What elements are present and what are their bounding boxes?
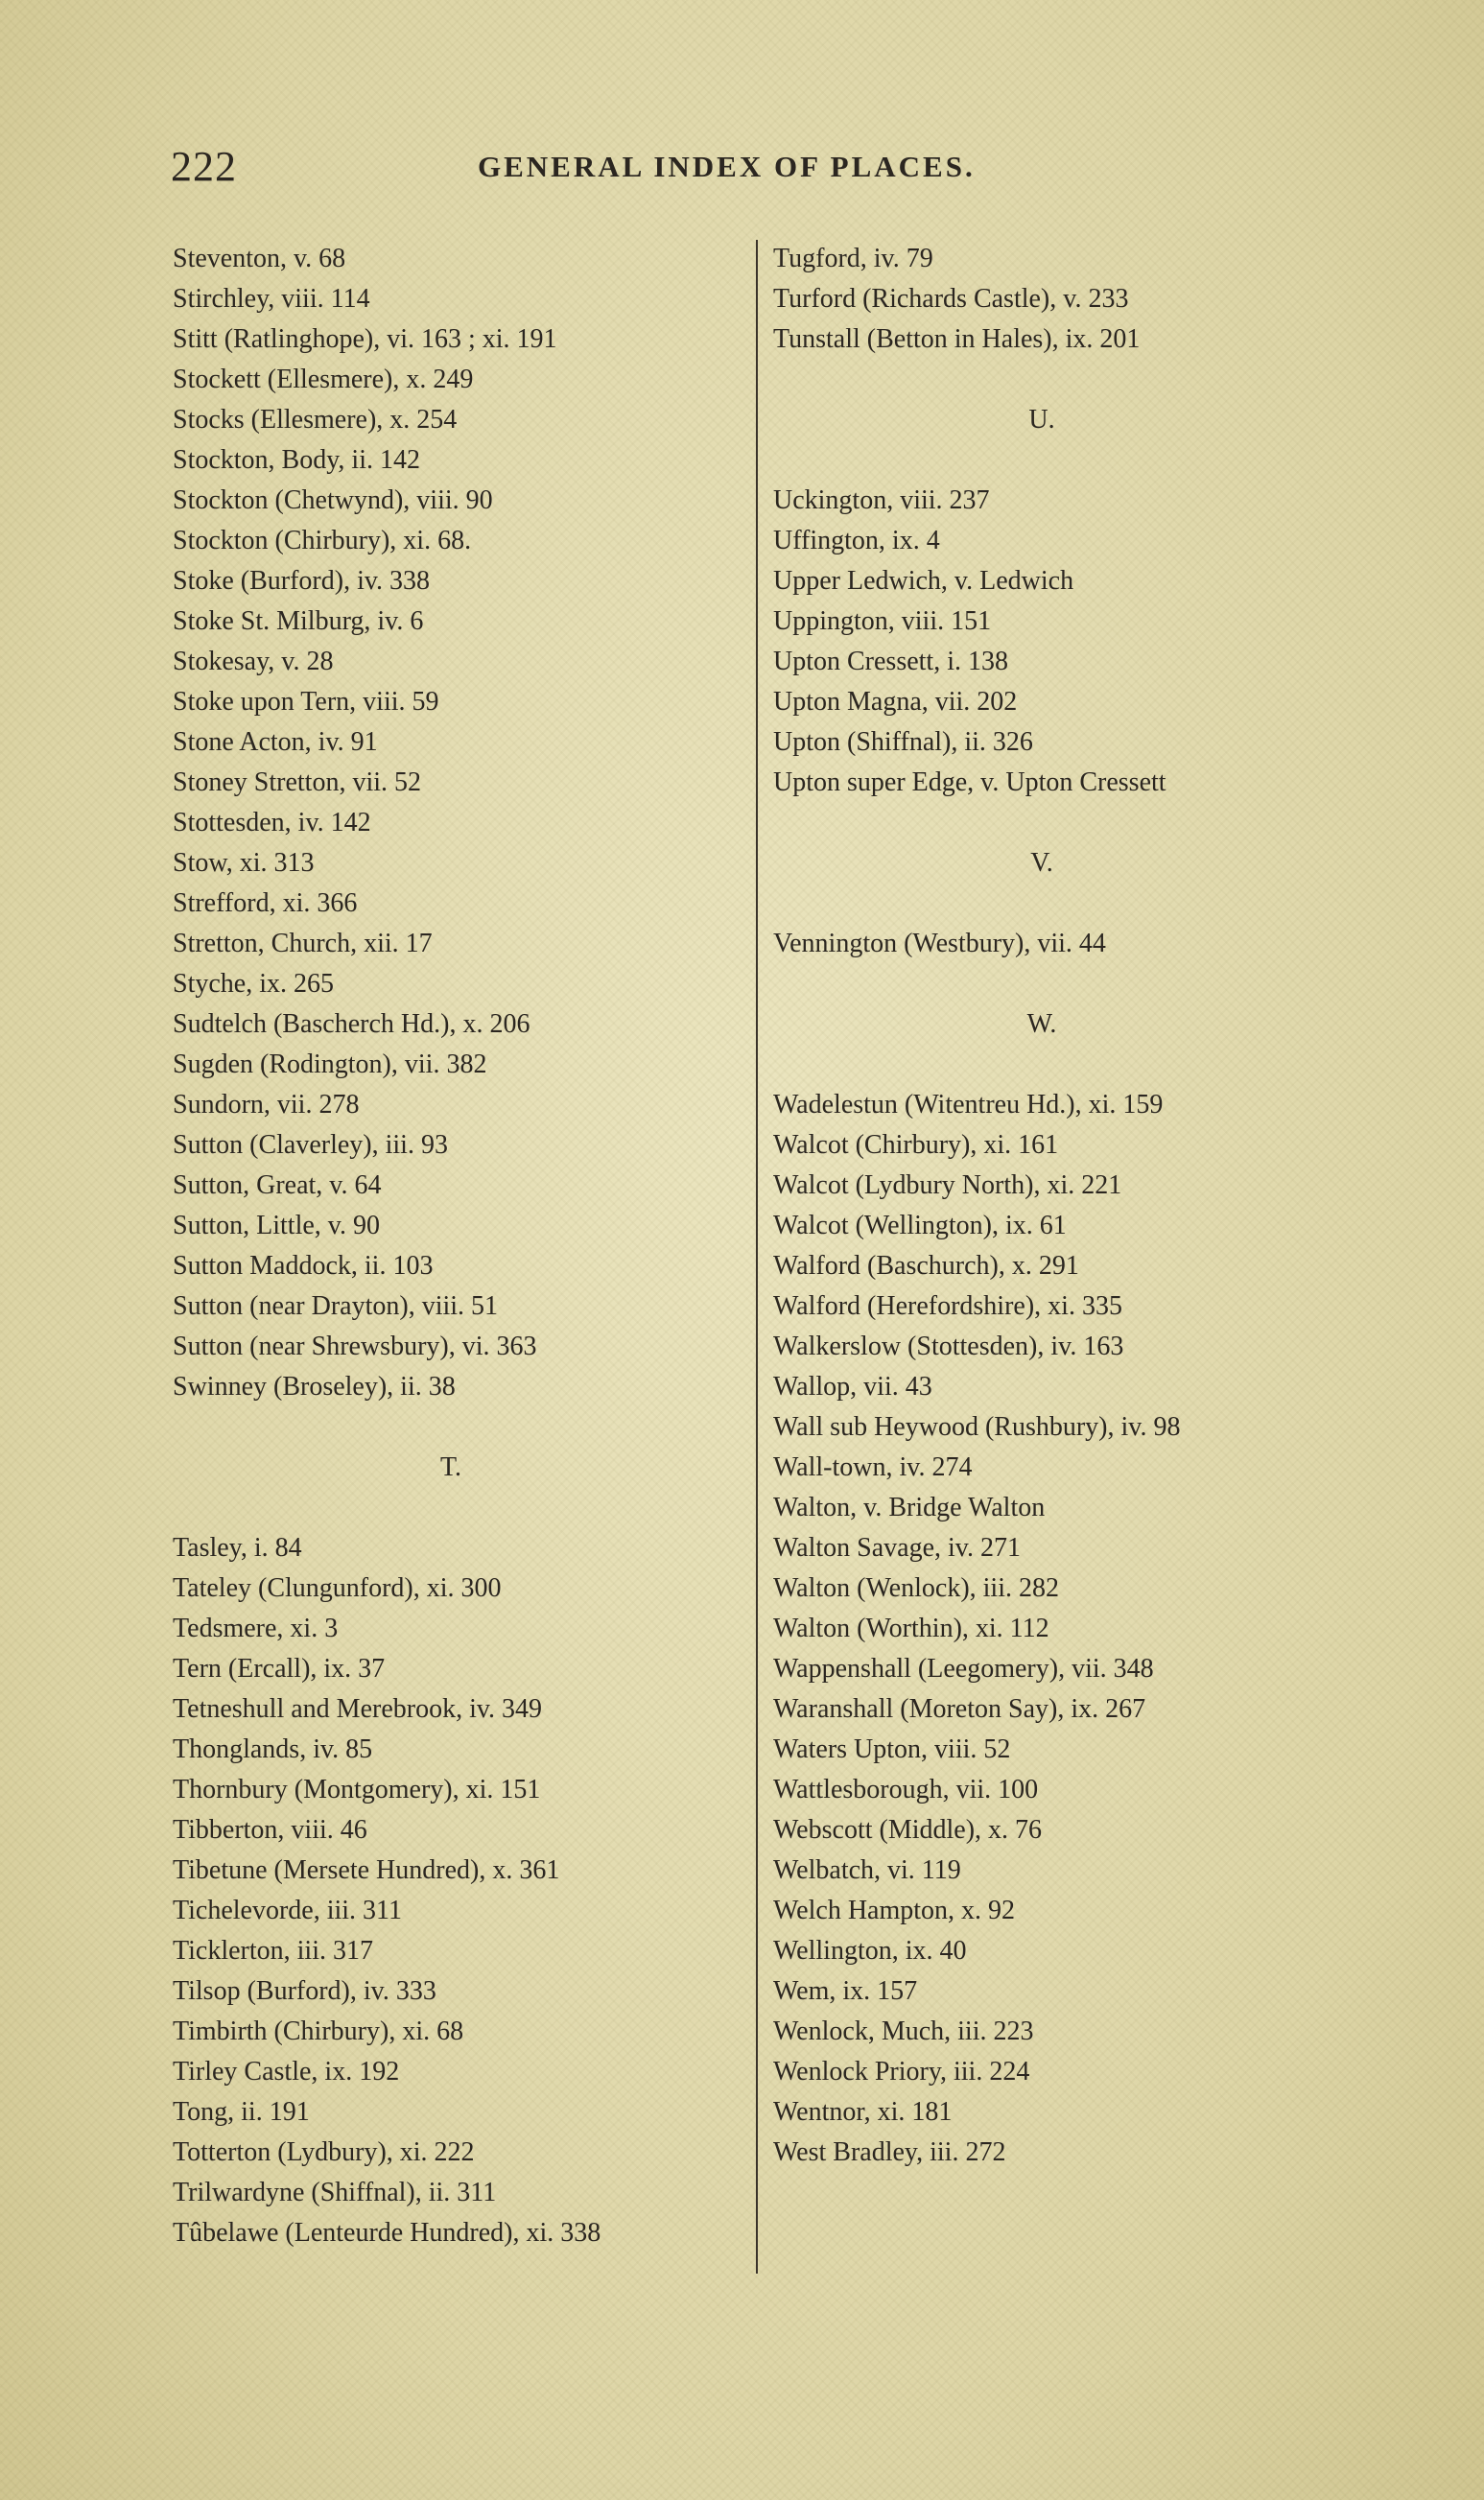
- index-entry: Stokesay, v. 28: [173, 647, 334, 676]
- index-entry: Wappenshall (Leegomery), vii. 348: [773, 1654, 1154, 1684]
- index-entry: Walcot (Chirbury), xi. 161: [773, 1130, 1059, 1160]
- index-entry: Waters Upton, viii. 52: [773, 1734, 1011, 1764]
- right-column: [773, 239, 1310, 2173]
- index-entry: Stocks (Ellesmere), x. 254: [173, 405, 458, 435]
- index-entry: Tasley, i. 84: [173, 1533, 302, 1563]
- index-entry: Uppington, viii. 151: [773, 606, 992, 636]
- index-entry: West Bradley, iii. 272: [773, 2137, 1006, 2167]
- index-entry: Tichelevorde, iii. 311: [173, 1896, 403, 1925]
- index-entry: Stirchley, viii. 114: [173, 284, 370, 314]
- index-entry: Wenlock, Much, iii. 223: [773, 2017, 1034, 2046]
- index-entry: Welch Hampton, x. 92: [773, 1896, 1016, 1925]
- index-entry: Trilwardyne (Shiffnal), ii. 311: [173, 2178, 497, 2207]
- index-entry: Wattlesborough, vii. 100: [773, 1775, 1039, 1804]
- index-entry: Stitt (Ratlinghope), vi. 163 ; xi. 191: [173, 324, 557, 354]
- index-entry: Tûbelawe (Lenteurde Hundred), xi. 338: [173, 2218, 601, 2248]
- index-entry: Tirley Castle, ix. 192: [173, 2057, 400, 2087]
- index-entry: Wallop, vii. 43: [773, 1372, 932, 1402]
- entries-w: [773, 1085, 1310, 2173]
- index-entry: Walkerslow (Stottesden), iv. 163: [773, 1332, 1124, 1361]
- index-entry: Sutton, Great, v. 64: [173, 1170, 382, 1200]
- index-entry: Ticklerton, iii. 317: [173, 1936, 373, 1966]
- left-column: [173, 239, 729, 2253]
- index-entry: Walford (Herefordshire), xi. 335: [773, 1291, 1122, 1321]
- index-entry: Tibberton, viii. 46: [173, 1815, 367, 1845]
- section-letter-w: W.: [1026, 1009, 1057, 1039]
- index-entry: Sugden (Rodington), vii. 382: [173, 1050, 487, 1079]
- index-entry: Stoke St. Milburg, iv. 6: [173, 606, 424, 636]
- index-entry: Wentnor, xi. 181: [773, 2097, 953, 2127]
- index-entry: Sundorn, vii. 278: [173, 1090, 360, 1120]
- index-entry: Stockton (Chirbury), xi. 68.: [173, 526, 472, 555]
- index-entry: Walton, v. Bridge Walton: [773, 1493, 1046, 1522]
- index-entry: Strefford, xi. 366: [173, 888, 358, 918]
- index-entry: Stockett (Ellesmere), x. 249: [173, 365, 474, 394]
- index-entry: Tedsmere, xi. 3: [173, 1614, 339, 1643]
- index-entry: Stoke upon Tern, viii. 59: [173, 687, 439, 717]
- index-entry: Timbirth (Chirbury), xi. 68: [173, 2017, 464, 2046]
- index-entry: Wellington, ix. 40: [773, 1936, 967, 1966]
- index-entry: Styche, ix. 265: [173, 969, 334, 999]
- index-entry: Walford (Baschurch), x. 291: [773, 1251, 1079, 1281]
- index-entry: Wenlock Priory, iii. 224: [773, 2057, 1030, 2087]
- index-entry: Stretton, Church, xii. 17: [173, 929, 433, 958]
- index-entry: Tong, ii. 191: [173, 2097, 310, 2127]
- index-entry: Sudtelch (Bascherch Hd.), x. 206: [173, 1009, 530, 1039]
- index-entry: Tilsop (Burford), iv. 333: [173, 1976, 436, 2006]
- index-entry: Steventon, v. 68: [173, 244, 346, 273]
- section-letter-v: V.: [1030, 848, 1053, 878]
- index-entry: Walcot (Lydbury North), xi. 221: [773, 1170, 1122, 1200]
- index-entry: Stoke (Burford), iv. 338: [173, 566, 431, 596]
- index-entry: Thornbury (Montgomery), xi. 151: [173, 1775, 541, 1804]
- column-divider: [756, 240, 758, 2274]
- index-entry: Upton (Shiffnal), ii. 326: [773, 727, 1033, 757]
- entries-u: [773, 481, 1310, 803]
- entries-t: [173, 1528, 729, 2253]
- index-entry: Upton Magna, vii. 202: [773, 687, 1018, 717]
- index-entry: Stockton, Body, ii. 142: [173, 445, 420, 475]
- index-entry: Upper Ledwich, v. Ledwich: [773, 566, 1074, 596]
- index-entry: Tateley (Clungunford), xi. 300: [173, 1573, 502, 1603]
- index-entry: Stoney Stretton, vii. 52: [173, 767, 421, 797]
- index-entry: Walton Savage, iv. 271: [773, 1533, 1021, 1563]
- index-entry: Tibetune (Mersete Hundred), x. 361: [173, 1855, 560, 1885]
- index-entry: Walton (Wenlock), iii. 282: [773, 1573, 1059, 1603]
- entries-v: [773, 924, 1310, 964]
- index-entry: Waranshall (Moreton Say), ix. 267: [773, 1694, 1146, 1724]
- index-entry: Sutton, Little, v. 90: [173, 1211, 380, 1240]
- index-entry: Stockton (Chetwynd), viii. 90: [173, 485, 493, 515]
- index-entry: Wadelestun (Witentreu Hd.), xi. 159: [773, 1090, 1164, 1120]
- index-entry: Sutton (near Drayton), viii. 51: [173, 1291, 499, 1321]
- index-entry: Upton Cressett, i. 138: [773, 647, 1008, 676]
- index-entry: Tetneshull and Merebrook, iv. 349: [173, 1694, 543, 1724]
- index-entry: Stow, xi. 313: [173, 848, 315, 878]
- entries-s: [173, 239, 729, 1407]
- index-entry: Uckington, viii. 237: [773, 485, 990, 515]
- index-entry: Walton (Worthin), xi. 112: [773, 1614, 1049, 1643]
- index-entry: Totterton (Lydbury), xi. 222: [173, 2137, 475, 2167]
- section-letter-u: U.: [1028, 405, 1055, 435]
- index-entry: Sutton (near Shrewsbury), vi. 363: [173, 1332, 537, 1361]
- index-entry: Sutton (Claverley), iii. 93: [173, 1130, 448, 1160]
- index-entry: Thonglands, iv. 85: [173, 1734, 373, 1764]
- index-entry: Welbatch, vi. 119: [773, 1855, 961, 1885]
- index-entry: Upton super Edge, v. Upton Cressett: [773, 767, 1166, 797]
- index-entry: Swinney (Broseley), ii. 38: [173, 1372, 456, 1402]
- index-entry: Tern (Ercall), ix. 37: [173, 1654, 386, 1684]
- section-letter-t: T.: [439, 1452, 462, 1482]
- page-number: 222: [171, 143, 237, 190]
- index-entry: Tugford, iv. 79: [773, 244, 933, 273]
- index-entry: Vennington (Westbury), vii. 44: [773, 929, 1106, 958]
- entries-t-continued: [773, 239, 1310, 360]
- index-entry: Turford (Richards Castle), v. 233: [773, 284, 1129, 314]
- index-entry: Wall sub Heywood (Rushbury), iv. 98: [773, 1412, 1181, 1442]
- index-entry: Webscott (Middle), x. 76: [773, 1815, 1043, 1845]
- index-entry: Wem, ix. 157: [773, 1976, 918, 2006]
- index-entry: Wall-town, iv. 274: [773, 1452, 973, 1482]
- index-entry: Sutton Maddock, ii. 103: [173, 1251, 434, 1281]
- index-entry: Stone Acton, iv. 91: [173, 727, 378, 757]
- index-entry: Walcot (Wellington), ix. 61: [773, 1211, 1067, 1240]
- index-entry: Stottesden, iv. 142: [173, 808, 371, 837]
- index-entry: Uffington, ix. 4: [773, 526, 940, 555]
- index-entry: Tunstall (Betton in Hales), ix. 201: [773, 324, 1141, 354]
- running-head: GENERAL INDEX OF PLACES.: [478, 150, 976, 183]
